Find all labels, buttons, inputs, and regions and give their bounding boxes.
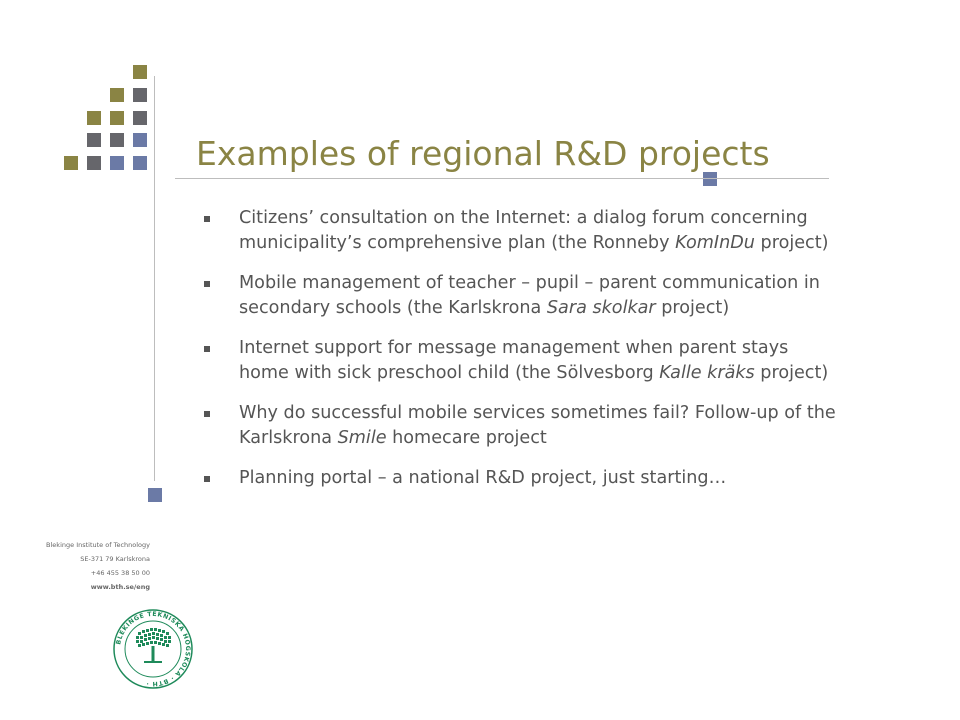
bullet-project-name: Sara skolkar: [546, 298, 656, 318]
deco-square: [148, 488, 162, 502]
bullet-item: [200, 401, 840, 451]
bullet-item: [200, 271, 840, 321]
bullet-text-end: project): [754, 233, 829, 253]
bullet-item: [200, 466, 840, 491]
deco-square: [110, 111, 124, 125]
bullet-text: Why do successful mobile services sometimes fail? Follow-up of the Karlskrona: [239, 403, 836, 448]
deco-square: [87, 133, 101, 147]
bullet-project-name: Kalle kräks: [659, 363, 755, 383]
postal-address: SE-371 79 Karlskrona: [80, 555, 150, 563]
bullet-item: [200, 336, 840, 386]
bullet-text-end: project): [754, 363, 829, 383]
bullet-text-end: homecare project: [386, 428, 547, 448]
slide-title: Examples of regional R&D projects: [196, 134, 770, 173]
square-bullet-icon: [204, 281, 210, 287]
bullet-text: Internet support for message management when parent stays home with sick preschool child (the Sölvesborg: [239, 338, 789, 383]
deco-square: [133, 156, 147, 170]
square-bullet-icon: [204, 476, 210, 482]
bullet-text-end: project): [655, 298, 730, 318]
bullet-project-name: Smile: [337, 428, 387, 448]
seal-text: BLEKINGE TEKNISKA HÖGSKOLA · BTH ·: [115, 610, 192, 688]
square-bullet-icon: [204, 411, 210, 417]
deco-square: [87, 156, 101, 170]
website-link[interactable]: www.bth.se/eng: [90, 583, 150, 591]
phone-number: +46 455 38 50 00: [90, 569, 150, 577]
institution-address: [10, 538, 150, 594]
institution-name: Blekinge Institute of Technology: [46, 541, 150, 549]
bullet-text: Citizens’ consultation on the Internet: a dialog forum concerning municipality’s comprehensive plan (the Ronneby: [239, 208, 808, 253]
vertical-rule: [154, 76, 155, 481]
deco-square: [133, 133, 147, 147]
square-bullet-icon: [204, 216, 210, 222]
deco-square: [133, 88, 147, 102]
deco-square: [703, 172, 717, 186]
deco-square: [110, 88, 124, 102]
bullet-project-name: KomInDu: [675, 233, 755, 253]
bullet-text: Mobile management of teacher – pupil – parent communication in secondary schools (the Karlskrona: [239, 273, 820, 318]
bullet-item: [200, 206, 840, 256]
deco-square: [110, 156, 124, 170]
deco-square: [87, 111, 101, 125]
deco-square: [133, 111, 147, 125]
square-bullet-icon: [204, 346, 210, 352]
deco-square: [133, 65, 147, 79]
bullet-list: [200, 206, 840, 506]
bth-seal-icon: [112, 608, 194, 690]
bullet-text: Planning portal – a national R&D project, just starting…: [239, 468, 727, 488]
deco-square: [110, 133, 124, 147]
horizontal-rule: [175, 178, 829, 179]
deco-square: [64, 156, 78, 170]
